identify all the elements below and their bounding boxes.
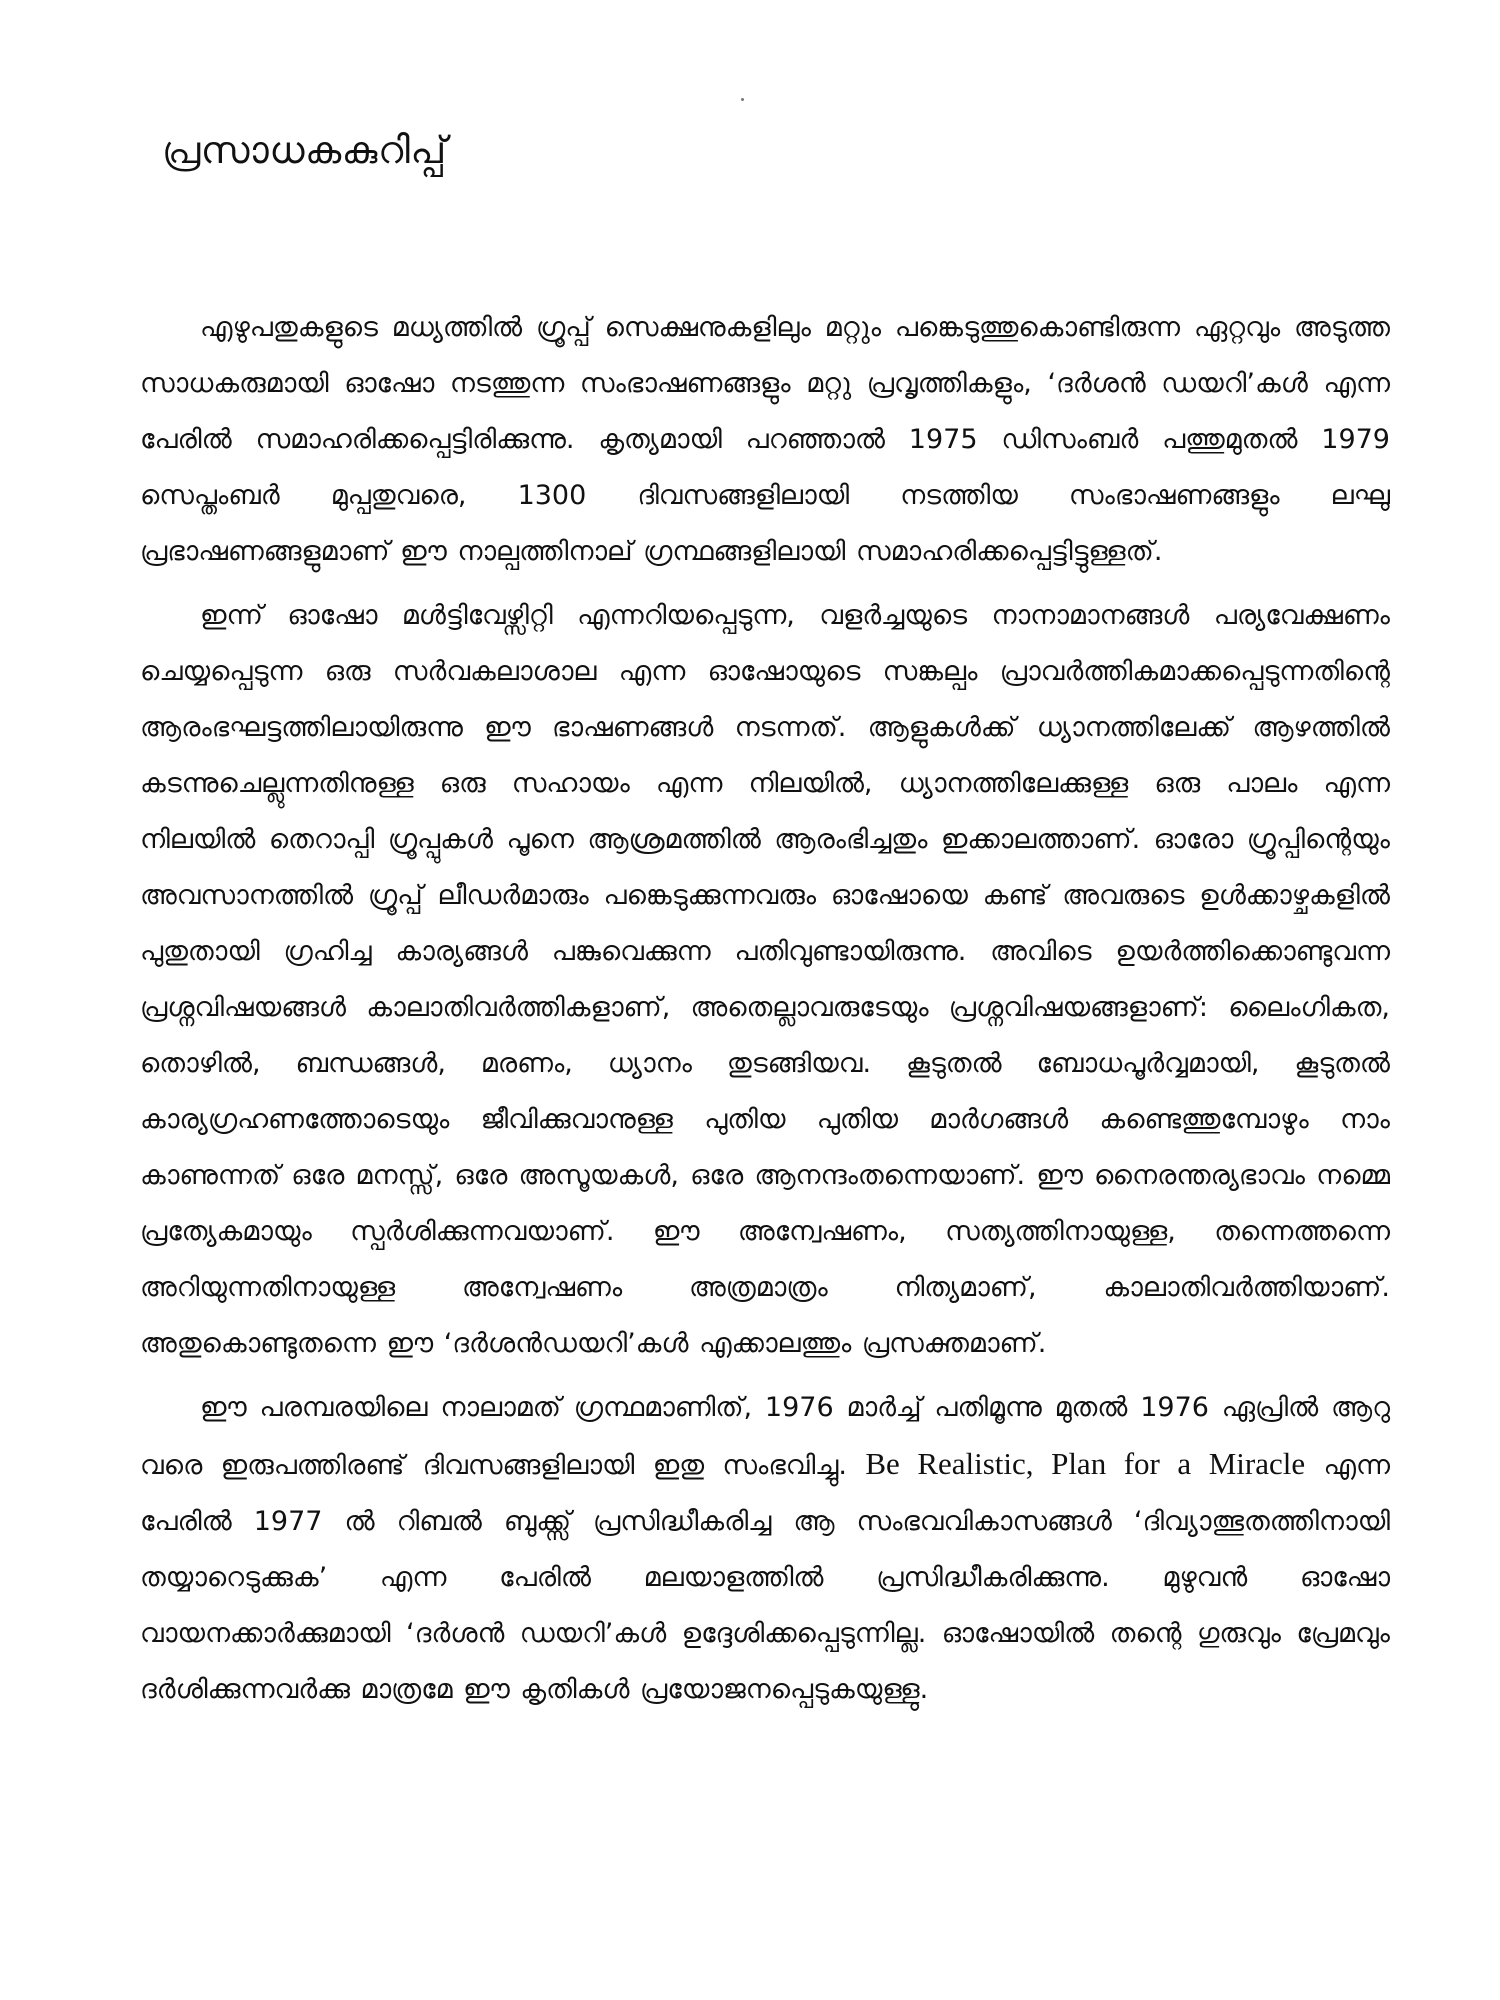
paragraph-1: എഴുപതുകളുടെ മധ്യത്തിൽ ഗ്രൂപ്പ് സെക്ഷനുകളിലും മറ്റും പങ്കെടുത്തുകൊണ്ടിരുന്ന ഏറ്റവും അടുത്ത സാധകരുമായി ഓഷോ നടത്തുന്ന സംഭാഷണങ്ങളും മറ്റു പ്രവൃത്തികളും, ‘ദർശൻ ഡയറി’കൾ എന്ന പേരിൽ സമാഹരിക്കപ്പെട്ടിരിക്കുന്നു. കൃത്യമായി പറഞ്ഞാൽ 1975 ഡിസംബർ പത്തുമുതൽ 1979 സെപ്തംബർ മുപ്പതുവരെ, 1300 ദിവസങ്ങളിലായി നടത്തിയ സംഭാഷണങ്ങളും ലഘു പ്രഭാഷണങ്ങളുമാണ് ഈ നാല്പത്തിനാല് ഗ്രന്ഥങ്ങളിലായി സമാഹരിക്കപ്പെട്ടിട്ടുള്ളത്.	[140, 312, 1390, 567]
paragraph-2: ഇന്ന് ഓഷോ മൾട്ടിവേഴ്സിറ്റി എന്നറിയപ്പെടുന്ന, വളർച്ചയുടെ നാനാമാനങ്ങൾ പര്യവേക്ഷണം ചെയ്യപ്പെടുന്ന ഒരു സർവകലാശാല എന്ന ഓഷോയുടെ സങ്കല്പം പ്രാവർത്തികമാക്കപ്പെടുന്നതിന്റെ ആരംഭഘട്ടത്തിലായിരുന്നു ഈ ഭാഷണങ്ങൾ നടന്നത്. ആളുകൾക്ക് ധ്യാനത്തിലേക്ക് ആഴത്തിൽ കടന്നുചെല്ലുന്നതിനുള്ള ഒരു സഹായം എന്ന നിലയിൽ, ധ്യാനത്തിലേക്കുള്ള ഒരു പാലം എന്ന നിലയിൽ തെറാപ്പി ഗ്രൂപ്പുകൾ പൂനെ ആശ്രമത്തിൽ ആരംഭിച്ചതും ഇക്കാലത്താണ്. ഓരോ ഗ്രൂപ്പിന്റെയും അവസാനത്തിൽ ഗ്രൂപ്പ് ലീഡർമാരും പങ്കെടുക്കുന്നവരും ഓഷോയെ കണ്ട് അവരുടെ ഉൾക്കാഴ്ചകളിൽ പുതുതായി ഗ്രഹിച്ച കാര്യങ്ങൾ പങ്കുവെക്കുന്ന പതിവുണ്ടായിരുന്നു. അവിടെ ഉയർത്തിക്കൊണ്ടുവന്ന പ്രശ്നവിഷയങ്ങൾ കാലാതിവർത്തികളാണ്, അതെല്ലാവരുടേയും പ്രശ്നവിഷയങ്ങളാണ്: ലൈംഗികത, തൊഴിൽ, ബന്ധങ്ങൾ, മരണം, ധ്യാനം തുടങ്ങിയവ. കൂടുതൽ ബോധപൂർവ്വമായി, കൂടുതൽ കാര്യഗ്രഹണത്തോടെയും ജീവിക്കുവാനുള്ള പുതിയ പുതിയ മാർഗങ്ങൾ കണ്ടെത്തുമ്പോഴും നാം കാണുന്നത് ഒരേ മനസ്സ്, ഒരേ അസൂയകൾ, ഒരേ ആനന്ദംതന്നെയാണ്. ഈ നൈരന്തര്യഭാവം നമ്മെ പ്രത്യേകമായും സ്പർശിക്കുന്നവയാണ്. ഈ അന്വേഷണം, സത്യത്തിനായുള്ള, തന്നെത്തന്നെ അറിയുന്നതിനായുള്ള അന്വേഷണം അത്രമാത്രം നിത്യമാണ്, കാലാതിവർത്തിയാണ്. അതുകൊണ്ടുതന്നെ ഈ ‘ദർശൻഡയറി’കൾ എക്കാലത്തും പ്രസക്തമാണ്.	[140, 600, 1390, 1359]
scan-speck	[741, 98, 744, 101]
english-book-title: Be Realistic, Plan for a Miracle	[865, 1446, 1306, 1481]
body-text	[140, 300, 1390, 1726]
paragraph-3-part-2: എന്ന പേരിൽ 1977 ൽ റിബൽ ബുക്ക്സ് പ്രസിദ്ധീകരിച്ച ആ സംഭവവികാസങ്ങൾ ‘ദിവ്യാത്ഭുതത്തിനായി തയ്യാറെടുക്കുക’ എന്ന പേരിൽ മലയാളത്തിൽ പ്രസിദ്ധീകരിക്കുന്നു. മുഴുവൻ ഓഷോ വായനക്കാർക്കുമായി ‘ദർശൻ ഡയറി’കൾ ഉദ്ദേശിക്കപ്പെടുന്നില്ല. ഓഷോയിൽ തന്റെ ഗുരുവും പ്രേമവും ദർശിക്കുന്നവർക്കു മാത്രമേ ഈ കൃതികൾ പ്രയോജനപ്പെടുകയുള്ളു.	[140, 1450, 1390, 1705]
paragraph-3	[140, 1380, 1390, 1718]
page-title: പ്രസാധകകുറിപ്പ്	[162, 128, 447, 172]
paragraph-3-part-1: ഈ പരമ്പരയിലെ നാലാമത് ഗ്രന്ഥമാണിത്, 1976 മാർച്ച് പതിമൂന്നു മുതൽ 1976 ഏപ്രിൽ ആറു വരെ ഇരുപത്തിരണ്ട് ദിവസങ്ങളിലായി ഇതു സംഭവിച്ചു.	[140, 1392, 1390, 1481]
